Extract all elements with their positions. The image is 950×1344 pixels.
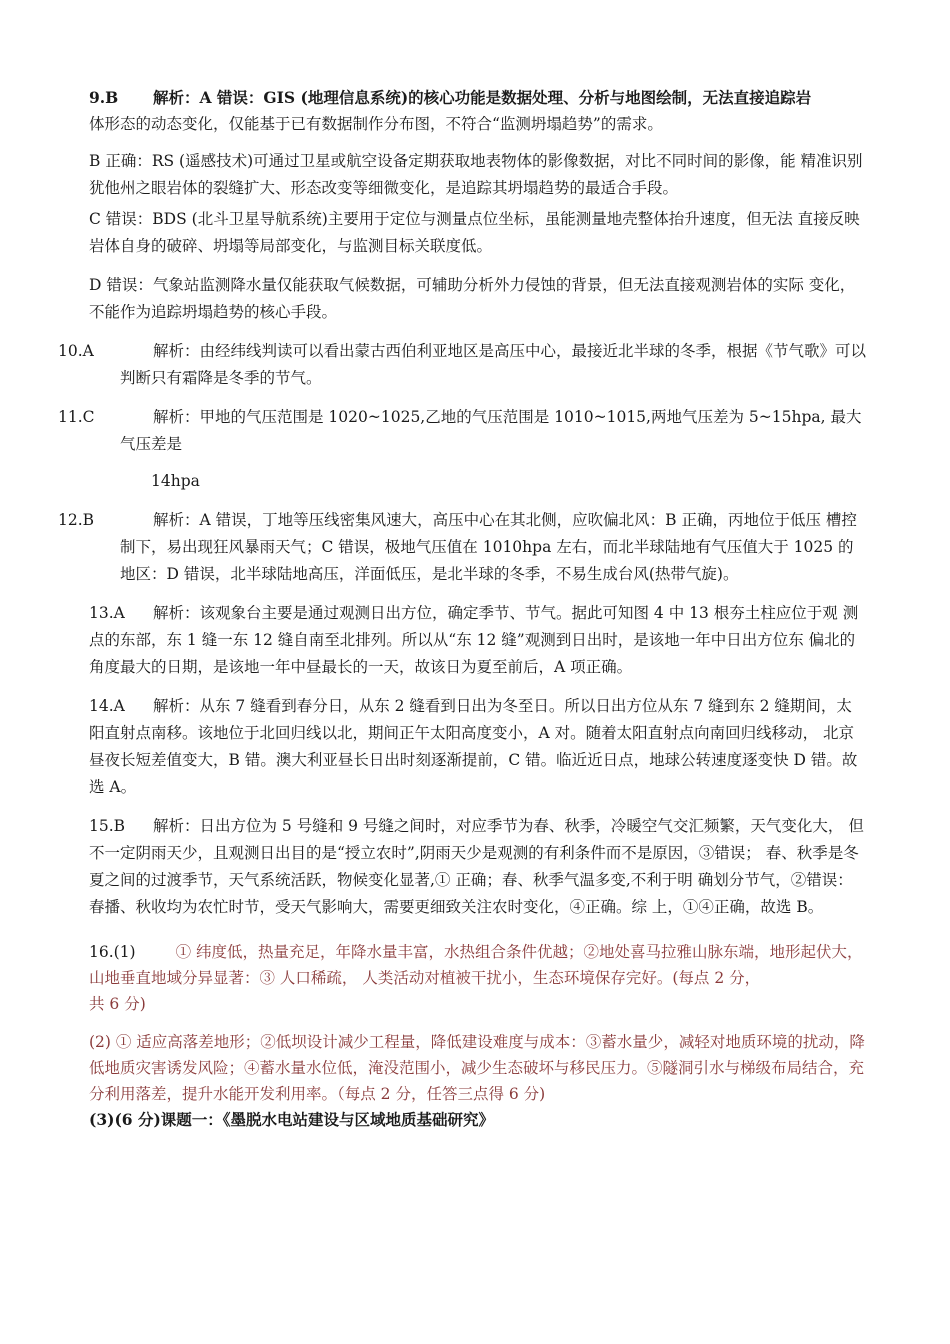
answer-14 [89, 693, 868, 801]
answer-16-part-1 [89, 939, 868, 991]
answer-11-number: 11.C [58, 408, 95, 426]
answer-9-number: 9.B [89, 88, 119, 107]
answer-15-number: 15.B [89, 817, 126, 835]
answer-9-line-1 [89, 84, 868, 111]
answer-16-part-1-tail: 共 6 分) [89, 995, 146, 1013]
answer-16-part-1-text: ① 纬度低，热量充足，年降水量丰富，水热组合条件优越；②地处喜马拉雅山脉东端，地形起伏大，山地垂直地域分异显著：③ 人口稀疏， 人类活动对植被干扰小，生态环境保存完好。(每点 2 分， [89, 943, 863, 987]
answer-16-number: 16.(1) [89, 943, 136, 961]
answer-13-number: 13.A [89, 604, 125, 622]
answer-16 [89, 939, 868, 1133]
answer-13-text: 解析：该观象台主要是通过观测日出方位，确定季节、节气。据此可知图 4 中 13 根夯土柱应位于观 测点的东部，东 1 缝一东 12 缝自南至北排列。所以从“东 12 缝”观测到日出时，是该地一年中日出方位东 偏北的角度最大的日期，是该地一年中昼最长的一天，故该日为夏至前后，A 项正确。 [89, 604, 859, 676]
answer-16-part-3: (3)(6 分)课题一：《墨脱水电站建设与区域地质基础研究》 [89, 1110, 495, 1129]
answer-14-text: 解析：从东 7 缝看到春分日，从东 2 缝看到日出为冬至日。所以日出方位从东 7 缝到东 2 缝期间，太 阳直射点南移。该地位于北回归线以北，期间正午太阳高度变小，A 对。随着太阳直射点向南回归线移动， 北京昼夜长短差值变大，B 错。澳大利亚昼长日出时刻逐渐提前，C 错。临近近日点，地球公转速度逐变快 D 错。故选 A。 [89, 697, 858, 796]
answer-15-text: 解析：日出方位为 5 号缝和 9 号缝之间时，对应季节为春、秋季，冷暖空气交汇频繁，天气变化大， 但不一定阴雨天少，且观测日出目的是“授立农时”,阴雨天少是观测的有利条件而不是原因，③错误； 春、秋季是冬夏之间的过渡季节，天气系统活跃，物候变化显著,① 正确；春、秋季气温多变,不利于明 确划分节气，②错误：春播、秋收均为农忙时节，受天气影响大，需要更细致关注农时变化，④正确。综 上，①④正确，故选 B。 [89, 817, 864, 916]
answer-11-extra: 14hpa [151, 472, 200, 490]
answer-9 [89, 84, 868, 326]
answer-12-text: 解析：A 错误，丁地等压线密集风速大，高压中心在其北侧，应吹偏北风：B 正确，丙地位于低压 槽控制下，易出现狂风暴雨天气；C 错误，极地气压值在 1010hpa 左右，而北半球陆地有气压值大于 1025 的地区：D 错误，北半球陆地高压，洋面低压，是北半球的冬季，不易生成台风(热带气旋)。 [120, 511, 857, 583]
answer-12 [58, 507, 868, 588]
answer-9-option-b: B 正确：RS (遥感技术)可通过卫星或航空设备定期获取地表物体的影像数据，对比不同时间的影像，能 精准识别犹他州之眼岩体的裂缝扩大、形态改变等细微变化，是追踪其坍塌趋势的最适合手段。 [89, 152, 863, 197]
answer-12-number: 12.B [58, 511, 95, 529]
answer-10-number: 10.A [58, 342, 94, 360]
answer-9-lead: 解析：A 错误：GIS (地理信息系统)的核心功能是数据处理、分析与地图绘制，无法直接追踪岩 [153, 88, 812, 107]
answer-14-number: 14.A [89, 697, 125, 715]
answer-11 [58, 404, 868, 495]
answer-10 [58, 338, 868, 392]
answer-10-text: 解析：由经纬线判读可以看出蒙古西伯利亚地区是高压中心，最接近北半球的冬季，根据《节气歌》可以判断只有霜降是冬季的节气。 [120, 342, 867, 387]
answer-9-option-d: D 错误：气象站监测降水量仅能获取气候数据，可辅助分析外力侵蚀的背景，但无法直接观测岩体的实际 变化，不能作为追踪坍塌趋势的核心手段。 [89, 276, 856, 321]
answer-9-lead-cont: 体形态的动态变化，仅能基于已有数据制作分布图，不符合“监测坍塌趋势”的需求。 [89, 115, 663, 133]
answer-15 [89, 813, 868, 921]
answer-13 [89, 600, 868, 681]
answer-16-part-2: (2) ① 适应高落差地形；②低坝设计减少工程量，降低建设难度与成本：③蓄水量少，减轻对地质环境的扰动，降低地质灾害诱发风险；④蓄水量水位低，淹没范围小，减少生态破坏与移民压力。⑤隧洞引水与梯级布局结合，充分利用落差，提升水能开发利用率。（每点 2 分，任答三点得 6 分) [89, 1033, 865, 1103]
answer-9-option-c: C 错误：BDS (北斗卫星导航系统)主要用于定位与测量点位坐标，虽能测量地壳整体抬升速度，但无法 直接反映岩体自身的破碎、坍塌等局部变化，与监测目标关联度低。 [89, 210, 860, 255]
answer-11-text: 解析：甲地的气压范围是 1020~1025,乙地的气压范围是 1010~1015,两地气压差为 5~15hpa, 最大 气压差是 [120, 408, 862, 453]
